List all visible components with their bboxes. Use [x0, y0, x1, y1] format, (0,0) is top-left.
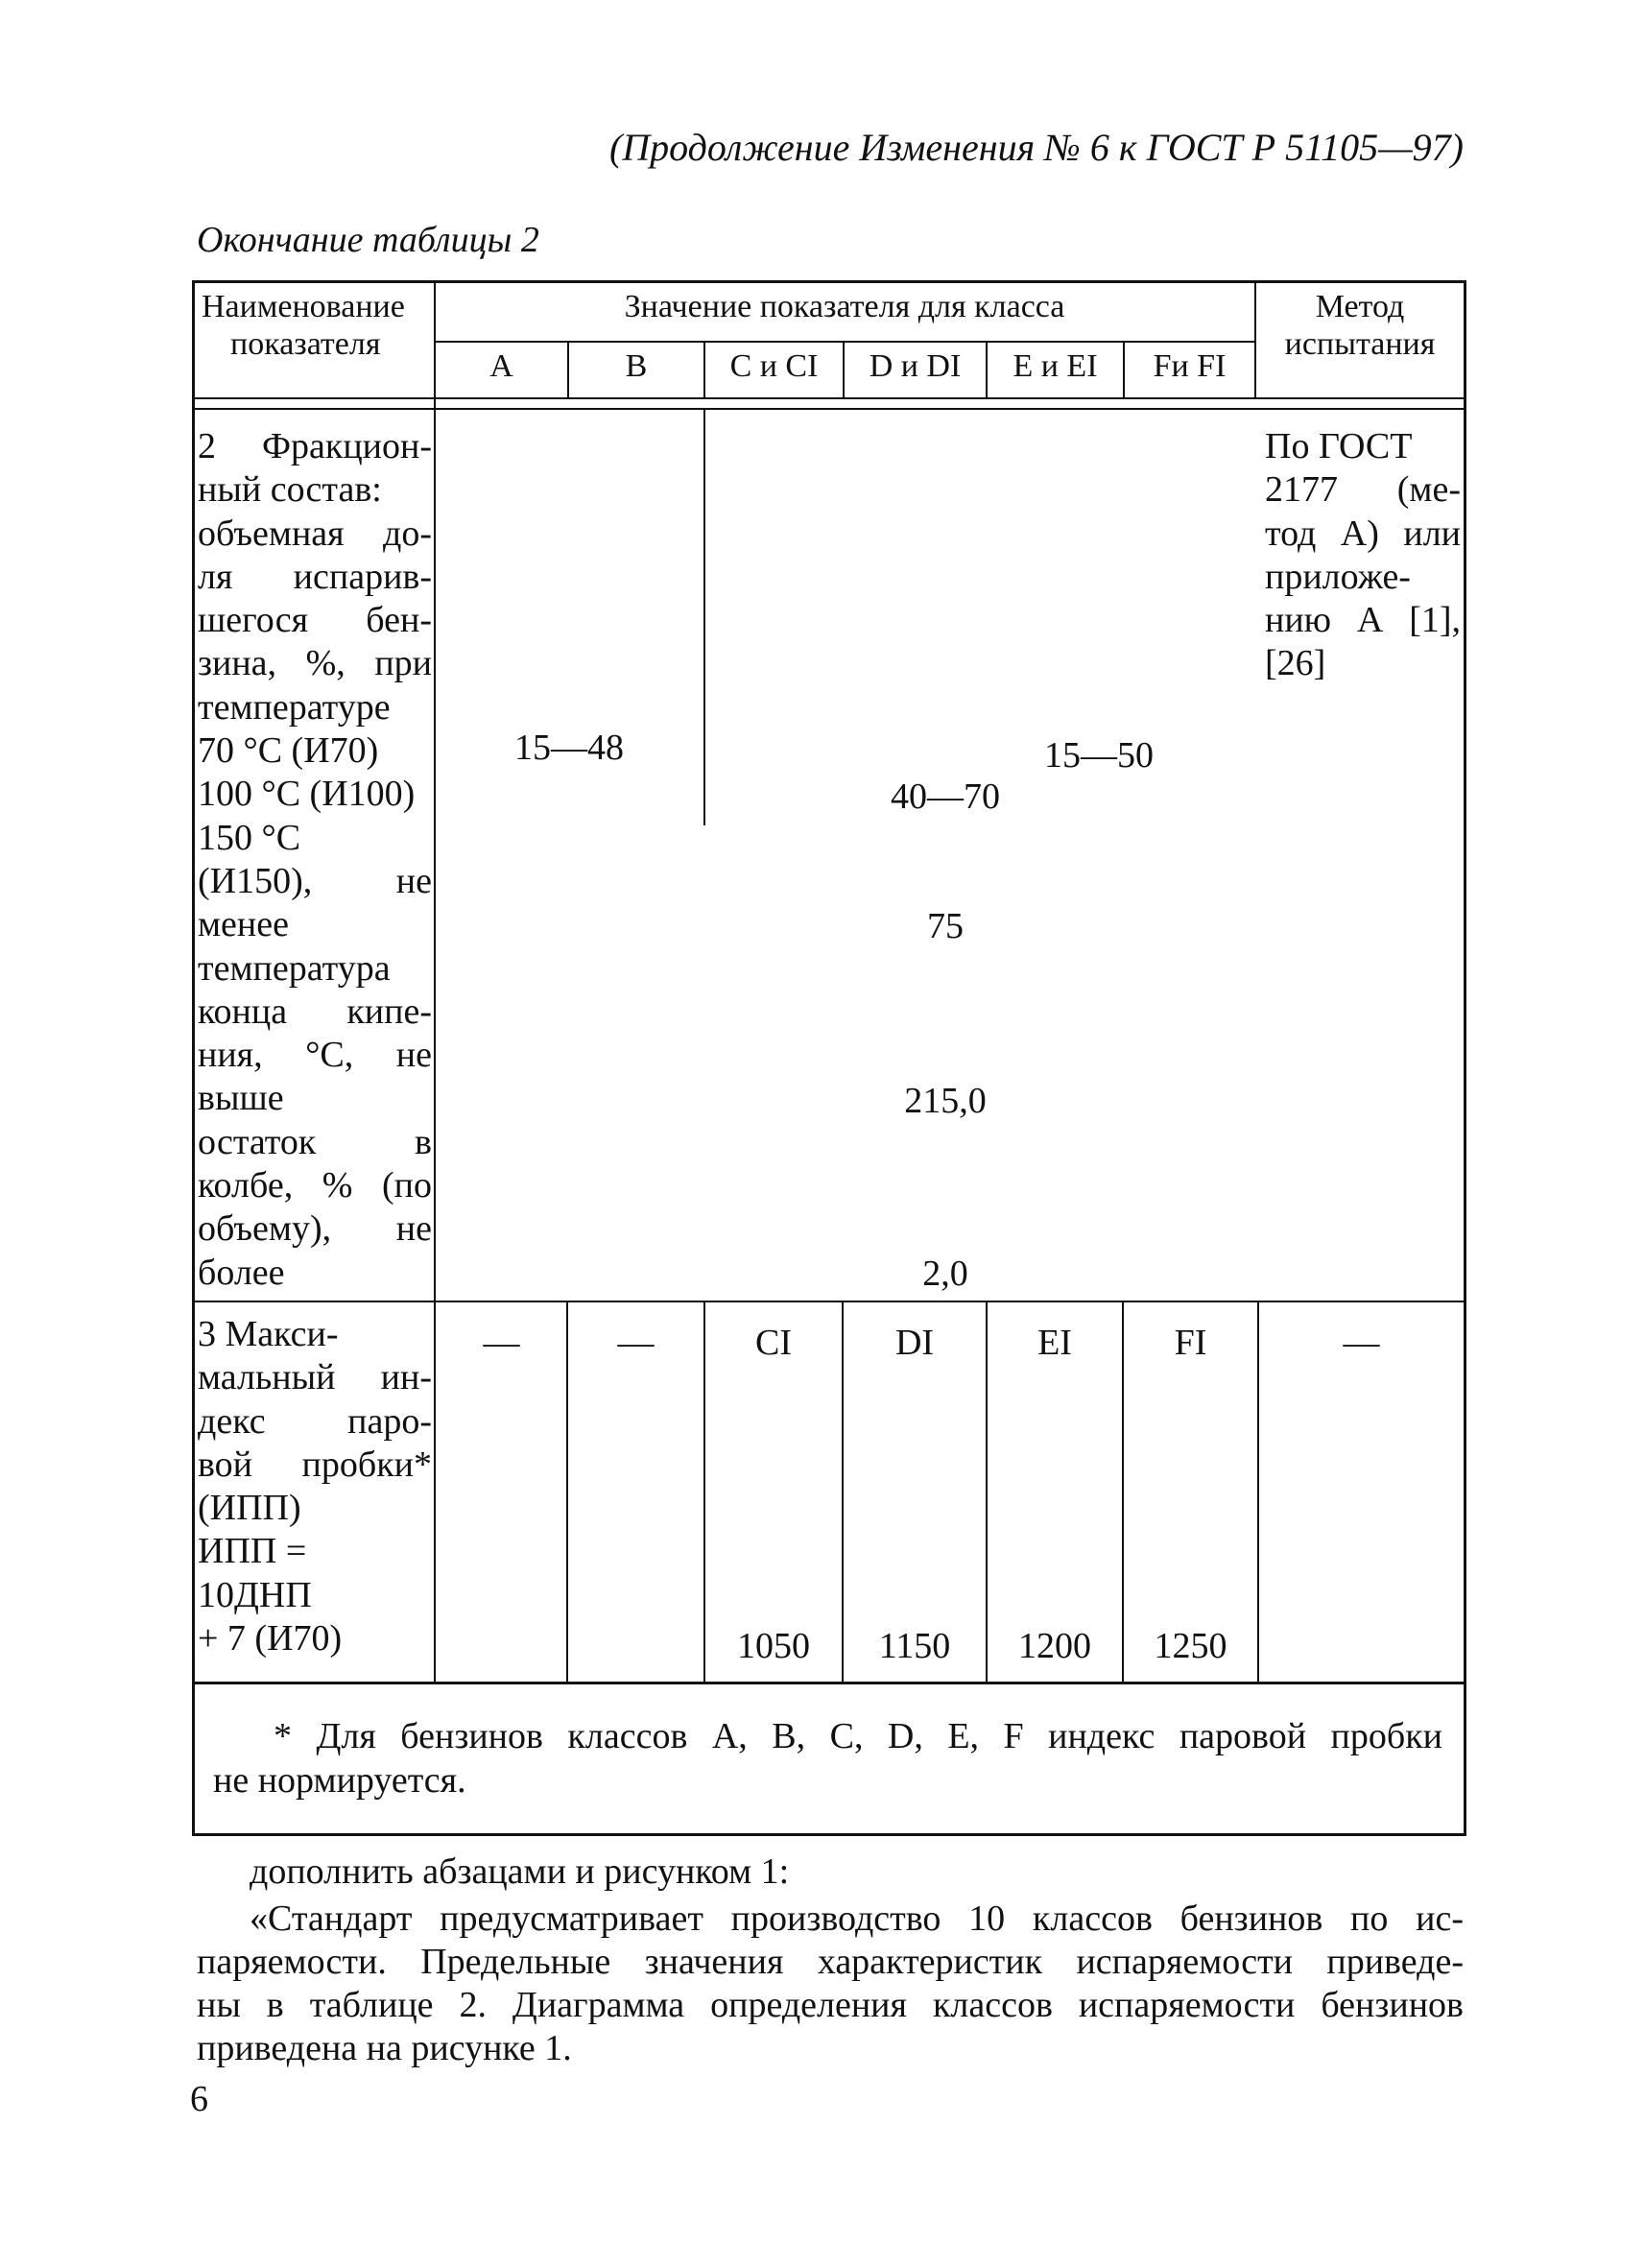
table-footnote-line-2: не нормируется.: [213, 1760, 466, 1801]
row3-description: [198, 1313, 432, 1660]
paragraph-line: ны в таблице 2. Диаграмма определения классов испаряемости бензинов: [197, 1985, 1464, 2025]
row2-description: [198, 425, 432, 1295]
method-line: приложе-: [1265, 556, 1411, 597]
method-line: тод А) или: [1265, 513, 1461, 554]
row2-line: ный состав:: [198, 469, 382, 511]
row3-ci-value: 1050: [737, 1626, 810, 1666]
row3-line: ИПП =: [198, 1531, 307, 1572]
row2-line: 100 °С (И100): [198, 774, 416, 815]
header-method-line-1: Метод: [1315, 289, 1405, 324]
page-number: 6: [190, 2079, 208, 2119]
table-footnote-line-1: * Для бензинов классов А, В, С, D, Е, F индекс паровой пробки: [274, 1716, 1442, 1756]
row3-line: 3 Макси-: [198, 1314, 339, 1354]
header-class-e: Е и ЕI: [1013, 348, 1098, 384]
row2-line: объему), не: [198, 1208, 432, 1250]
row2-line: температура: [198, 947, 391, 989]
row2-line: температуре: [198, 686, 391, 728]
row3-class-ei-label: ЕI: [1037, 1323, 1072, 1363]
row3-line: 10ДНП: [198, 1574, 312, 1615]
value-i150: 75: [927, 906, 964, 946]
row2-method: [1265, 425, 1461, 686]
header-method-line-2: испытания: [1284, 326, 1436, 362]
value-i70-other-classes: 15—50: [1044, 735, 1154, 776]
row2-line: выше: [198, 1078, 284, 1119]
row3-line: (ИПП): [198, 1488, 301, 1529]
paragraph-line: паряемости. Предельные значения характеристик испаряемости приведе-: [197, 1942, 1464, 1982]
row3-di-value: 1150: [878, 1626, 951, 1666]
row3-line: мальный ин-: [198, 1357, 432, 1398]
row3-line: вой пробки*: [198, 1444, 432, 1485]
value-residue: 2,0: [922, 1253, 968, 1294]
row2-line: 2 Фракцион-: [198, 426, 432, 466]
row2-line: шегося бен-: [198, 600, 432, 641]
row2-line: ля испарив-: [198, 556, 432, 597]
header-class-f: Fи FI: [1153, 348, 1227, 384]
row2-line: (И150), не: [198, 860, 432, 901]
row3-class-fi-label: FI: [1174, 1323, 1207, 1363]
method-line: нию А [1],: [1265, 600, 1461, 641]
row3-class-ci-label: CI: [755, 1323, 792, 1363]
header-class-b: В: [625, 348, 648, 384]
row2-line: конца кипе-: [198, 991, 432, 1032]
body-intro: дополнить абзацами и рисунком 1:: [250, 1851, 790, 1892]
row2-line: 70 °С (И70): [198, 730, 379, 772]
continuation-header: (Продолжение Изменения № 6 к ГОСТ Р 51105—97): [608, 126, 1464, 169]
row3-line: декс паро-: [198, 1400, 432, 1442]
header-name-line-2: показателя: [230, 326, 381, 362]
row3-ei-value: 1200: [1018, 1626, 1091, 1666]
header-class-c: С и СI: [729, 348, 819, 384]
method-line: По ГОСТ: [1265, 426, 1413, 466]
header-class-d: D и DI: [869, 348, 962, 384]
row3-line: + 7 (И70): [198, 1618, 343, 1659]
row3-method-value: —: [1343, 1323, 1380, 1363]
method-line: [26]: [1265, 643, 1326, 684]
body-paragraph: [197, 1898, 1464, 2070]
row2-line: колбе, % (по: [198, 1165, 432, 1206]
row2-line: менее: [198, 904, 289, 945]
value-i100: 40—70: [891, 776, 1000, 817]
header-name-line-1: Наименование: [202, 289, 405, 324]
row2-line: объемная до-: [198, 513, 432, 554]
method-line: 2177 (ме-: [1265, 469, 1461, 511]
row3-class-di-label: DI: [894, 1323, 935, 1363]
row3-class-b-value: —: [617, 1323, 655, 1363]
row2-line: более: [198, 1252, 285, 1293]
row2-line: 150 °С: [198, 817, 301, 858]
header-value-group: Значение показателя для класса: [624, 289, 1065, 324]
row2-line: остаток в: [198, 1121, 432, 1162]
header-class-a: А: [489, 348, 513, 384]
row2-line: ния, °С, не: [198, 1035, 432, 1076]
paragraph-line: «Стандарт предусматривает производство 10 классов бензинов по ис-: [250, 1898, 1464, 1939]
value-i70-classes-ab: 15—48: [514, 728, 624, 768]
row2-line: зина, %, при: [198, 643, 432, 684]
value-boiling-end: 215,0: [904, 1081, 987, 1121]
paragraph-line: приведена на рисунке 1.: [197, 2028, 572, 2068]
row3-fi-value: 1250: [1154, 1626, 1227, 1666]
row3-class-a-value: —: [483, 1323, 520, 1363]
table-caption: Окончание таблицы 2: [197, 220, 539, 260]
